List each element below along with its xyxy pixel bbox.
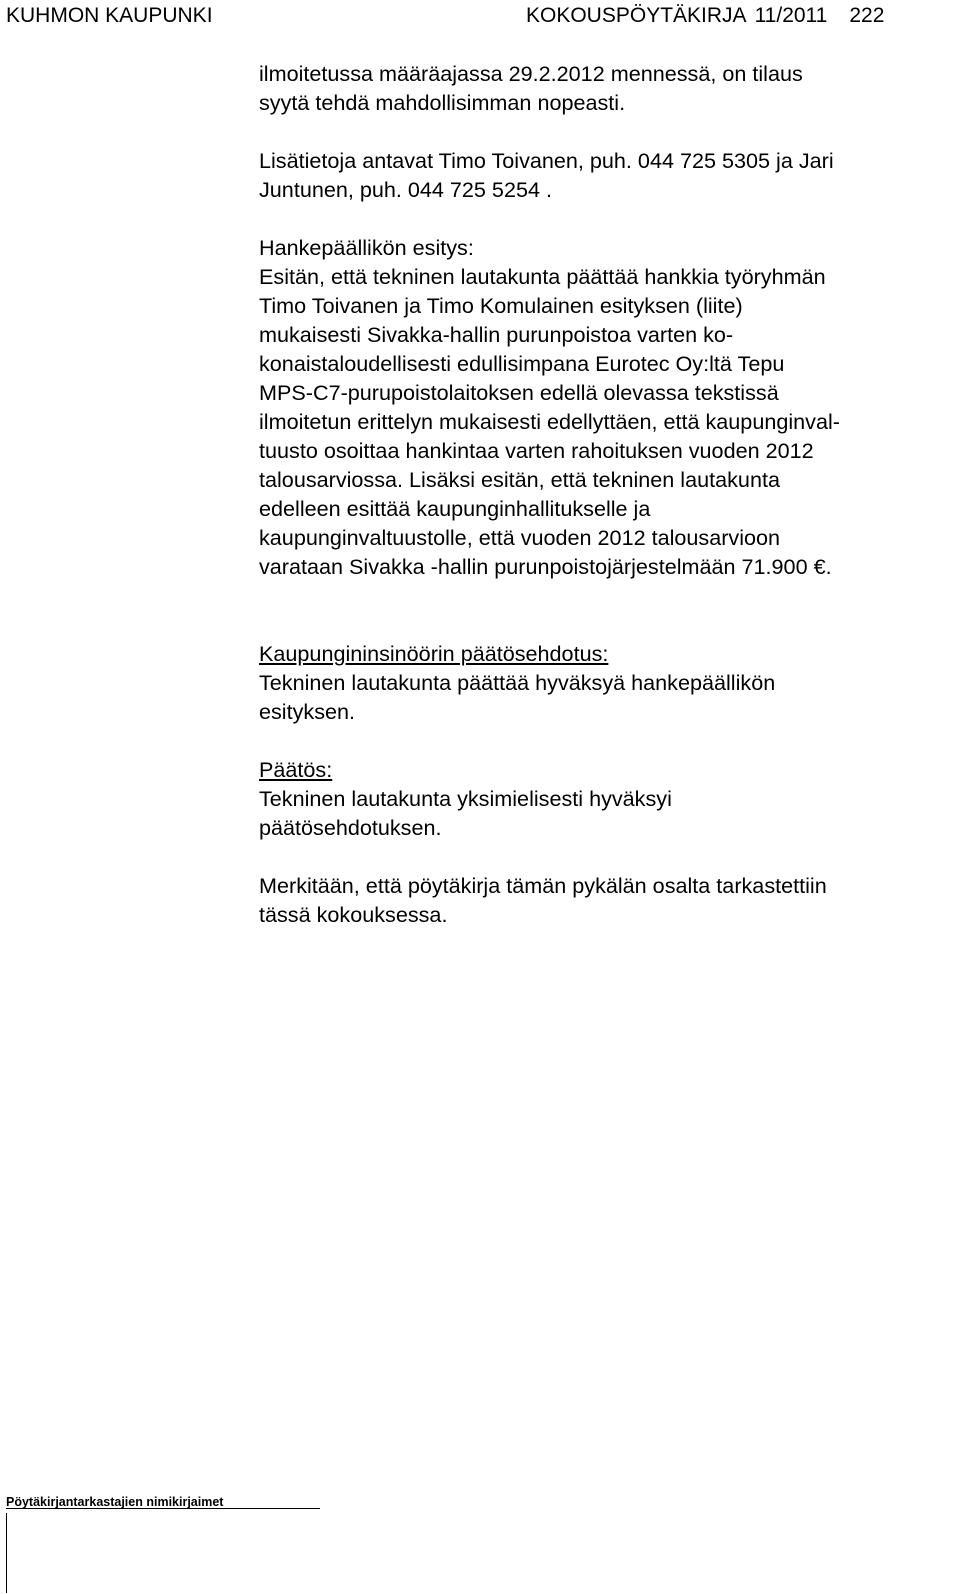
page-header [0, 0, 960, 34]
proposal-heading: Hankepäällikön esitys: [259, 235, 474, 260]
page-number: 222 [849, 4, 885, 27]
organization-name: KUHMON KAUPUNKI [6, 4, 213, 27]
document-type: KOKOUSPÖYTÄKIRJA [526, 4, 747, 27]
signature-box-border [6, 1513, 7, 1593]
text-line: Merkitään, että pöytäkirja tämän pykälän osalta tarkastettiin [259, 873, 827, 898]
text-line: Esitän, että tekninen lautakunta päättää hankkia työryhmän [259, 264, 826, 289]
text-line: Lisätietoja antavat Timo Toivanen, puh. 044 725 5305 ja Jari [259, 148, 834, 173]
text-line: Tekninen lautakunta päättää hyväksyä hankepäällikön [259, 670, 776, 695]
text-line: talousarviossa. Lisäksi esitän, että tekninen lautakunta [259, 467, 780, 492]
text-line: tuusto osoittaa hankintaa varten rahoituksen vuoden 2012 [259, 438, 814, 463]
text-line: konaistaloudellisesti edullisimpana Eurotec Oy:ltä Tepu [259, 351, 785, 376]
text-line: Timo Toivanen ja Timo Komulainen esityksen (liite) [259, 293, 743, 318]
text-line: ilmoitetussa määräajassa 29.2.2012 mennessä, on tilaus [259, 61, 803, 86]
document-info [526, 1, 884, 30]
text-line: MPS-C7-purupoistolaitoksen edellä olevassa tekstissä [259, 380, 779, 405]
text-line: Juntunen, puh. 044 725 5254 . [259, 177, 552, 202]
text-line: edelleen esittää kaupunginhallitukselle ja [259, 496, 651, 521]
decision-heading: Päätös: [259, 757, 333, 782]
signature-divider [6, 1508, 320, 1509]
engineer-heading: Kaupungininsinöörin päätösehdotus: [259, 641, 609, 666]
text-line: mukaisesti Sivakka-hallin purunpoistoa varten ko- [259, 322, 734, 347]
text-line: syytä tehdä mahdollisimman nopeasti. [259, 90, 626, 115]
document-issue: 11/2011 [754, 4, 828, 27]
text-line: päätösehdotuksen. [259, 815, 442, 840]
document-body [259, 59, 959, 929]
text-line: varataan Sivakka -hallin purunpoistojärjestelmään 71.900 €. [259, 554, 832, 579]
text-line: esityksen. [259, 699, 356, 724]
text-line: kaupunginvaltuustolle, että vuoden 2012 talousarvioon [259, 525, 781, 550]
text-line: tässä kokouksessa. [259, 902, 448, 927]
text-line: ilmoitetun erittelyn mukaisesti edellyttäen, että kaupunginval- [259, 409, 840, 434]
signature-label: Pöytäkirjantarkastajien nimikirjaimet [6, 1495, 224, 1509]
text-line: Tekninen lautakunta yksimielisesti hyväksyi [259, 786, 672, 811]
